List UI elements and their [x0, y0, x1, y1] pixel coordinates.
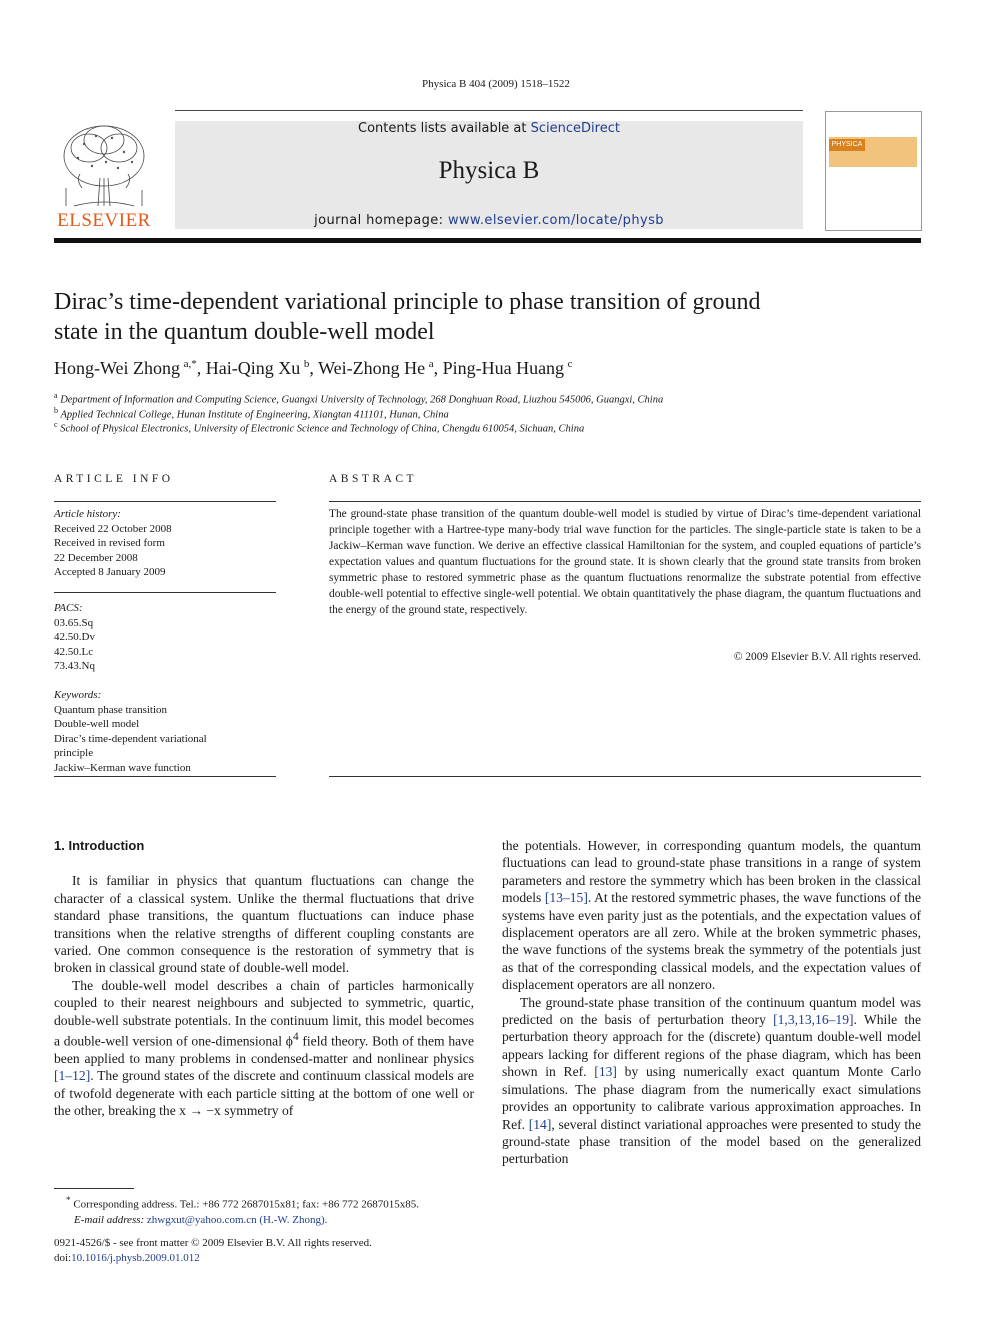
affil-text: Applied Technical College, Hunan Institute of Engineering, Xiangtan 411101, Hunan, China — [60, 409, 449, 421]
author-affil-mark: a,* — [183, 358, 197, 370]
journal-name: Physica B — [438, 157, 540, 184]
issn-line: 0921-4526/$ - see front matter © 2009 Elsevier B.V. All rights reserved. — [54, 1237, 372, 1249]
pacs-label: PACS: — [54, 602, 83, 614]
citation-link[interactable]: [1–12] — [54, 1068, 91, 1084]
author-name: Hong-Wei Zhong — [54, 358, 181, 378]
citation-link[interactable]: [14] — [528, 1116, 552, 1132]
corresponding-footnote — [54, 1193, 474, 1228]
homepage-prefix: journal homepage: — [314, 213, 448, 228]
affil-text: Department of Information and Computing Science, Guangxi University of Technology, 268 Donghuan Road, Liuzhou 545006, Guangxi, China — [60, 394, 664, 406]
pacs-code: 42.50.Lc — [54, 645, 94, 658]
text-run: . At the restored symmetric phases, the wave functions of the systems have even parity just as the potentials, and the expectation values of displacement operators are all zero. While at the broken symmetric phases, the wave functions of the systems break the symmetry of the potentials just as that of the corresponding classical models, and the expectation values of displacement operators are all nonzero. — [502, 890, 921, 993]
paragraph — [502, 837, 921, 994]
text-run: . While the perturbation theory approach for the (discrete) quantum double-well model appears lacking for different regions of the phase diagram, which has been shown in Ref. — [502, 1012, 921, 1080]
affiliation-c — [54, 420, 914, 435]
author-name: Ping-Hua Huang — [442, 358, 565, 378]
affil-mark: b — [54, 406, 58, 415]
history-label: Article history: — [54, 508, 121, 520]
keyword: Quantum phase transition — [54, 703, 168, 716]
citation-link[interactable]: [1,3,13,16–19] — [773, 1012, 854, 1028]
superscript: 4 — [292, 1031, 299, 1044]
pacs-code: 73.43.Nq — [54, 660, 95, 672]
keywords-rule — [54, 776, 276, 777]
sciencedirect-link[interactable]: ScienceDirect — [530, 121, 620, 136]
running-head: Physica B 404 (2009) 1518–1522 — [422, 78, 570, 90]
article-title — [54, 287, 914, 347]
affil-mark: a — [54, 391, 58, 400]
article-history — [54, 507, 276, 580]
article-info-heading: ARTICLE INFO — [54, 473, 174, 485]
footnote-text: Corresponding address. Tel.: +86 772 2687015x81; fax: +86 772 2687015x85. — [73, 1198, 420, 1211]
title-line-2: state in the quantum double-well model — [54, 319, 435, 345]
keyword: Jackiw–Kerman wave function — [54, 761, 191, 774]
author-affil-mark: c — [567, 358, 573, 370]
paragraph — [54, 977, 474, 1120]
affiliation-b — [54, 406, 914, 421]
author-separator: , — [309, 358, 319, 378]
history-line: Received in revised form — [54, 537, 165, 549]
keyword: Dirac’s time-dependent variational — [54, 732, 207, 745]
abstract-copyright: © 2009 Elsevier B.V. All rights reserved. — [733, 651, 921, 663]
journal-cover-thumbnail — [825, 111, 922, 231]
text-run: field theory. Both of them have been applied to many problems in condensed-matter and nonlinear physics — [54, 1033, 474, 1066]
history-line: 22 December 2008 — [54, 551, 138, 564]
doi-prefix: doi: — [54, 1251, 72, 1264]
pacs-code: 03.65.Sq — [54, 616, 94, 629]
paragraph — [502, 994, 921, 1168]
citation-link[interactable]: [13–15] — [544, 890, 588, 906]
keywords-label: Keywords: — [54, 689, 102, 701]
email-label: E-mail address: — [74, 1213, 147, 1226]
contents-prefix: Contents lists available at — [358, 121, 531, 136]
paragraph: It is familiar in physics that quantum fluctuations can change the character of a classical system. Unlike the thermal fluctuations that drive standard phase transitions, the quantum fluctuations can induce phase transitions when the relative strengths of different coupling constants are varied. One common consequence is the restoration of symmetry that is broken in classical ground state of double-well model. — [54, 873, 474, 976]
article-info-rule — [54, 501, 276, 502]
abstract-bottom-rule — [329, 776, 921, 777]
text-run: The ground-state phase transition of the continuum quantum model was predicted on the basis of perturbation theory — [502, 994, 921, 1028]
doi-line — [54, 1251, 474, 1266]
email-link[interactable]: zhwgxut@yahoo.com.cn (H.-W. Zhong). — [146, 1213, 328, 1226]
body-left-column — [54, 837, 474, 1120]
elsevier-wordmark: ELSEVIER — [57, 210, 151, 231]
abstract-text: The ground-state phase transition of the quantum double-well model is studied by virtue of Dirac’s time-dependent variational principle together with a Hartree-type many-body trial wave function for the particles. The single-particle state is taken to be a Jackiw–Kerman wave function. We derive an effective classical Hamiltonian for the system, and coupled equations of particle’s expectation values and quantum fluctuations for the ground state. It is shown clearly that the ground state transits from broken symmetric phase to restored symmetric phase as the quantum fluctuations renormalize the substrate potential from effective double-well potential to effective single-well potential. We obtain quantitatively the phase diagram, the quantum fluctuations and the energy of the ground state, respectively. — [329, 508, 921, 616]
header-bottom-rule — [54, 238, 921, 243]
cover-tag: PHYSICA — [829, 139, 865, 151]
affil-text: School of Physical Electronics, University of Electronic Science and Technology of China, Chengdu 610054, Sichuan, China — [60, 423, 585, 435]
text-run: by using numerically exact quantum Monte Carlo simulations. The phase diagram from the numerically exact simulations provides an opportunity to calibrate various approximation approaches. In Ref. — [502, 1064, 921, 1132]
text-run: . The ground states of the discrete and continuum classical models are of twofold degenerate with each particle sitting at the bottom of one well or the other, breaking the x → −x symmetry of — [54, 1068, 474, 1119]
keyword: Double-well model — [54, 718, 140, 730]
footnote-line: * Corresponding address. Tel.: +86 772 2687015x81; fax: +86 772 2687015x85. — [66, 1195, 420, 1211]
affiliation-a — [54, 391, 914, 406]
history-rule — [54, 592, 276, 593]
section-heading: 1. Introduction — [54, 838, 145, 853]
author-separator: , — [196, 358, 206, 378]
abstract-heading: ABSTRACT — [329, 473, 418, 485]
journal-homepage-link[interactable]: www.elsevier.com/locate/physb — [447, 213, 664, 228]
text-run: , several distinct variational approaches were presented to study the ground-state phase transition of the model based on the generalized perturbation — [502, 1116, 921, 1167]
history-line: Accepted 8 January 2009 — [54, 566, 166, 578]
doi-link[interactable]: 10.1016/j.physb.2009.01.012 — [71, 1251, 200, 1264]
author-name: Hai-Qing Xu — [205, 358, 301, 378]
pacs-code: 42.50.Dv — [54, 631, 95, 643]
footnote-rule — [54, 1188, 134, 1189]
author-list — [54, 358, 914, 379]
title-line-1: Dirac’s time-dependent variational principle to phase transition of ground — [54, 289, 761, 315]
affil-mark: c — [54, 420, 58, 429]
contents-line — [175, 121, 803, 136]
keyword: principle — [54, 747, 94, 759]
issn-block — [54, 1236, 474, 1265]
header-top-rule — [175, 110, 803, 111]
keywords-list — [54, 688, 276, 775]
citation-link[interactable]: [13] — [594, 1064, 617, 1080]
footnote-email-line — [54, 1213, 474, 1228]
text-run: The double-well model describes a chain of particles harmonically coupled to their nearest neighbours and subjected to symmetric, quartic, double-well substrate potentials. In the continuum limit, this model becomes a double-well version of one-dimensional ϕ — [54, 977, 474, 1049]
author-name: Wei-Zhong He — [318, 358, 426, 378]
author-affil-mark: a — [428, 358, 434, 370]
journal-homepage-line — [175, 213, 803, 228]
author-separator: , — [433, 358, 443, 378]
author-affil-mark: b — [303, 358, 310, 370]
history-line: Received 22 October 2008 — [54, 522, 172, 535]
pacs-list — [54, 601, 276, 674]
body-right-column — [502, 837, 921, 1168]
text-run: the potentials. However, in corresponding quantum models, the quantum fluctuations can lead to ground-state phase transitions in a range of system parameters and restore the symmetry which has been broken in the classical models — [502, 838, 921, 906]
abstract-rule — [329, 501, 921, 502]
